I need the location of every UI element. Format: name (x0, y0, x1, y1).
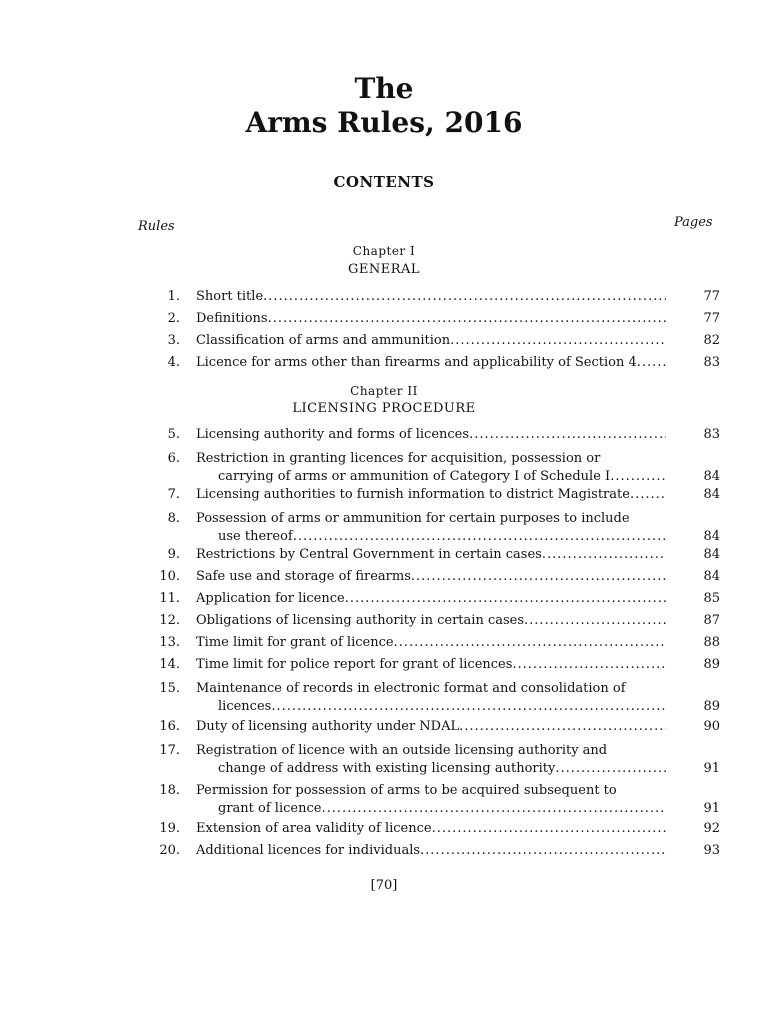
rule-number: 10. (159, 569, 180, 584)
rule-title: Definitions (196, 311, 268, 326)
rule-title: Safe use and storage of firearms (196, 569, 411, 584)
rule-number: 18. (159, 783, 180, 798)
rule-title: Time limit for grant of licence (196, 635, 394, 650)
rule-title: Extension of area validity of licence (196, 821, 432, 836)
rule-number: 7. (167, 487, 180, 502)
leader-dots (469, 426, 666, 444)
leader-dots (524, 612, 666, 630)
leader-dots (411, 568, 666, 586)
rule-number: 5. (167, 427, 180, 442)
rule-number: 20. (159, 843, 180, 858)
rule-title: Time limit for police report for grant of licences (196, 657, 513, 672)
page-ref: 83 (703, 355, 720, 370)
rule-number: 15. (159, 681, 180, 696)
chapter-1-label: Chapter I (352, 244, 416, 258)
rule-title: Licensing authority and forms of licences (196, 427, 470, 442)
chapter-1-title: GENERAL (347, 262, 421, 277)
rule-number: 6. (167, 451, 180, 466)
rule-number: 11. (159, 591, 180, 606)
rule-number: 4. (167, 355, 180, 370)
rule-title: change of address with existing licensing authority (218, 761, 556, 776)
leader-dots (420, 842, 666, 860)
chapter-2-title: LICENSING PROCEDURE (292, 401, 476, 416)
rule-number: 3. (167, 333, 180, 348)
document-title-line2: Arms Rules, 2016 (245, 106, 523, 139)
page-ref: 77 (703, 311, 720, 326)
page-ref: 84 (703, 487, 720, 502)
rule-number: 8. (167, 511, 180, 526)
page-ref: 83 (703, 427, 720, 442)
page-ref: 91 (703, 801, 720, 816)
rule-title: use thereof (218, 529, 293, 544)
leader-dots (637, 354, 666, 372)
rule-title: Licence for arms other than firearms and applicability of Section 4 (196, 355, 637, 370)
rule-title: carrying of arms or ammunition of Category I of Schedule I (218, 469, 611, 484)
leader-dots (263, 288, 666, 306)
leader-dots (542, 546, 666, 564)
page-ref: 90 (703, 719, 720, 734)
rule-title: Registration of licence with an outside licensing authority and (196, 743, 608, 758)
rule-number: 13. (159, 635, 180, 650)
rule-title: Application for licence (196, 591, 345, 606)
page-ref: 84 (703, 569, 720, 584)
pages-column-label: Pages (674, 215, 713, 230)
rules-column-label: Rules (138, 219, 175, 234)
page-ref: 91 (703, 761, 720, 776)
leader-dots (432, 820, 666, 838)
rule-number: 16. (159, 719, 180, 734)
chapter-2-label: Chapter II (350, 384, 418, 398)
page-ref: 84 (703, 547, 720, 562)
leader-dots (459, 718, 666, 736)
rule-title: Restrictions by Central Government in certain cases (196, 547, 542, 562)
page-ref: 84 (703, 469, 720, 484)
leader-dots (321, 800, 666, 818)
rule-title: Duty of licensing authority under NDAL (196, 719, 460, 734)
leader-dots (610, 468, 666, 486)
rule-number: 12. (159, 613, 180, 628)
rule-title: Additional licences for individuals (196, 843, 421, 858)
rule-title: Short title (196, 289, 264, 304)
rule-number: 9. (167, 547, 180, 562)
rule-number: 2. (167, 311, 180, 326)
page-ref: 89 (703, 657, 720, 672)
page-ref: 85 (703, 591, 720, 606)
rule-title: Possession of arms or ammunition for certain purposes to include (196, 511, 630, 526)
page-number: [70] (370, 878, 398, 893)
page-ref: 89 (703, 699, 720, 714)
document-title-line1: The (354, 72, 414, 105)
leader-dots (345, 590, 666, 608)
rule-title: grant of licence (218, 801, 322, 816)
leader-dots (271, 698, 666, 716)
rule-title: Classification of arms and ammunition (196, 333, 451, 348)
rule-number: 19. (159, 821, 180, 836)
rule-title: Obligations of licensing authority in certain cases (196, 613, 525, 628)
rule-title: licences (218, 699, 272, 714)
page-ref: 82 (703, 333, 720, 348)
rule-title: Maintenance of records in electronic format and consolidation of (196, 681, 626, 696)
leader-dots (293, 528, 666, 546)
rule-number: 17. (159, 743, 180, 758)
page-ref: 77 (703, 289, 720, 304)
leader-dots (450, 332, 666, 350)
leader-dots (512, 656, 666, 674)
page-ref: 92 (703, 821, 720, 836)
rule-title: Permission for possession of arms to be acquired subsequent to (196, 783, 617, 798)
leader-dots (268, 310, 666, 328)
rule-number: 14. (159, 657, 180, 672)
page-ref: 84 (703, 529, 720, 544)
leader-dots (555, 760, 666, 778)
rule-title: Restriction in granting licences for acquisition, possession or (196, 451, 601, 466)
page-ref: 88 (703, 635, 720, 650)
rule-number: 1. (167, 289, 180, 304)
leader-dots (394, 634, 666, 652)
page-ref: 93 (703, 843, 720, 858)
leader-dots (630, 486, 666, 504)
contents-heading: CONTENTS (333, 173, 435, 191)
page-ref: 87 (703, 613, 720, 628)
rule-title: Licensing authorities to furnish information to district Magistrate (196, 487, 630, 502)
